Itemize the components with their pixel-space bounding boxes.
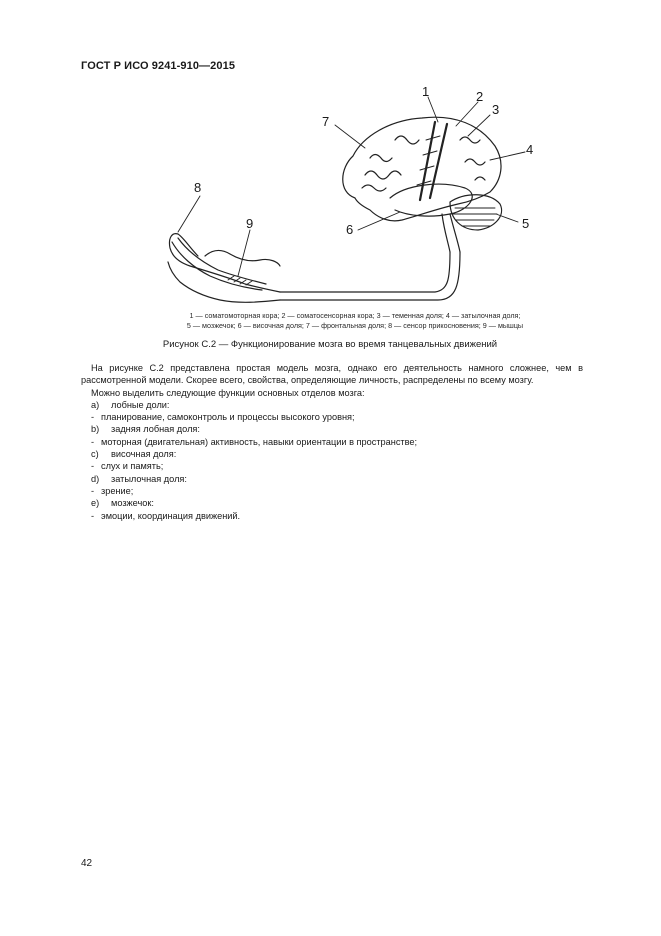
list-marker: e) xyxy=(91,498,100,509)
list-detail xyxy=(81,485,583,497)
intro-paragraph: На рисунке С.2 представлена простая модель мозга, однако его деятельность намного сложнее, чем в рассмотренной модели. Скорее всего, свойства, определяющие личность, распределены по всему мозгу. xyxy=(81,363,583,386)
callout-7: 7 xyxy=(322,114,330,129)
list-detail-text: планирование, самоконтроль и процессы высокого уровня; xyxy=(101,412,355,423)
list-item xyxy=(81,448,583,460)
list-detail-text: зрение; xyxy=(101,485,134,496)
dash-marker: - xyxy=(91,436,95,447)
list-marker: b) xyxy=(91,424,100,435)
legend-line-1: 1 — соматомоторная кора; 2 — соматосенсорная кора; 3 — теменная доля; 4 — затылочная доля; xyxy=(189,311,521,320)
list-item xyxy=(81,423,583,435)
list-item-text: задняя лобная доля: xyxy=(111,424,200,435)
list-detail xyxy=(81,510,583,522)
callout-6: 6 xyxy=(346,222,354,237)
brain-hand-illustration xyxy=(150,80,580,310)
list-marker: a) xyxy=(91,399,100,410)
list-detail-text: слух и память; xyxy=(101,461,164,472)
list-item-text: затылочная доля: xyxy=(111,473,187,484)
list-detail xyxy=(81,460,583,472)
list-marker: d) xyxy=(91,473,100,484)
callout-9: 9 xyxy=(246,216,254,231)
functions-intro: Можно выделить следующие функции основных отделов мозга: xyxy=(91,387,365,398)
callout-4: 4 xyxy=(526,142,534,157)
list-item-text: височная доля: xyxy=(111,449,177,460)
callout-8: 8 xyxy=(194,180,202,195)
dash-marker: - xyxy=(91,461,95,472)
figure-caption: Рисунок С.2 — Функционирование мозга во время танцевальных движений xyxy=(162,339,498,350)
list-item xyxy=(81,399,583,411)
dash-marker: - xyxy=(91,510,95,521)
legend-line-2: 5 — мозжечок; 6 — височная доля; 7 — фронтальная доля; 8 — сенсор прикосновения; 9 — мышцы xyxy=(186,321,524,330)
list-marker: c) xyxy=(91,449,99,460)
callout-1: 1 xyxy=(422,84,430,99)
list-item-text: мозжечок: xyxy=(111,498,154,509)
list-item xyxy=(81,497,583,509)
dash-marker: - xyxy=(91,412,95,423)
list-detail-text: моторная (двигательная) активность, навыки ориентации в пространстве; xyxy=(101,436,418,447)
callout-2: 2 xyxy=(476,89,484,104)
brain-hand-figure xyxy=(150,80,580,310)
dash-marker: - xyxy=(91,485,95,496)
list-detail-text: эмоции, координация движений. xyxy=(101,510,241,521)
document-header: ГОСТ Р ИСО 9241-910—2015 xyxy=(81,60,236,72)
list-item-text: лобные доли: xyxy=(111,399,170,410)
callout-5: 5 xyxy=(522,216,530,231)
list-detail xyxy=(81,411,583,423)
list-detail xyxy=(81,436,583,448)
body-text xyxy=(81,362,583,522)
figure-legend xyxy=(130,311,580,331)
callout-3: 3 xyxy=(492,102,500,117)
page-number: 42 xyxy=(81,858,93,869)
list-item xyxy=(81,473,583,485)
